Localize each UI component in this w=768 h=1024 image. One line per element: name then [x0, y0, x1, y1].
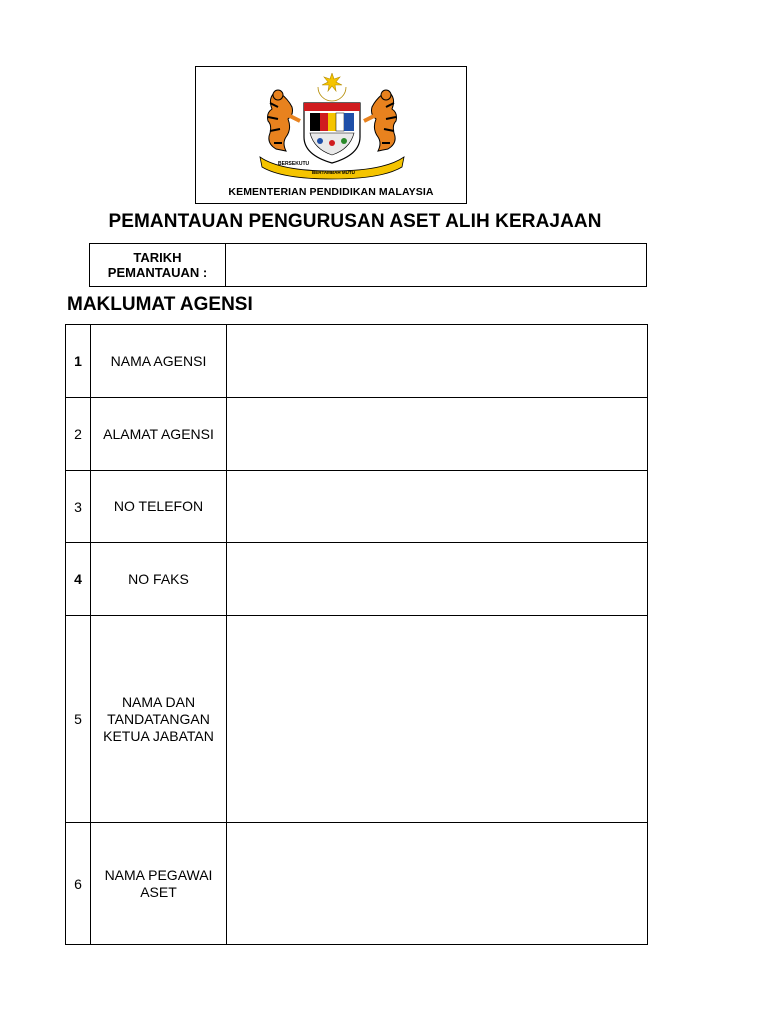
- agency-name-field[interactable]: [227, 325, 648, 398]
- monitoring-date-table: [89, 243, 647, 287]
- row-number: 5: [66, 616, 91, 823]
- label-line: NAMA PEGAWAI: [104, 866, 213, 883]
- left-tiger-icon: [268, 90, 301, 151]
- agency-info-table: [65, 324, 648, 945]
- row-label-fax: NO FAKS: [91, 543, 227, 616]
- motto-right: BERTAMBAH MUTU: [312, 170, 355, 175]
- ministry-name: KEMENTERIAN PENDIDIKAN MALAYSIA: [228, 186, 434, 198]
- row-label-head-of-department: [91, 616, 227, 823]
- motto-left: BERSEKUTU: [278, 161, 310, 167]
- row-label-asset-officer: [91, 823, 227, 945]
- row-label-phone: NO TELEFON: [91, 471, 227, 543]
- label-line: NAMA DAN: [121, 693, 196, 710]
- table-row: [66, 823, 648, 945]
- coat-of-arms-icon: [254, 73, 410, 183]
- table-row: [66, 543, 648, 616]
- date-label-line1: TARIKH: [133, 250, 182, 265]
- label-line: KETUA JABATAN: [103, 727, 214, 744]
- crescent-star-icon: [318, 73, 346, 101]
- row-label-agency-address: ALAMAT AGENSI: [91, 398, 227, 471]
- date-label-line2: PEMANTAUAN :: [107, 265, 208, 280]
- row-number: 6: [66, 823, 91, 945]
- row-number: 1: [66, 325, 91, 398]
- right-tiger-icon: [364, 90, 397, 151]
- agency-address-field[interactable]: [227, 398, 648, 471]
- row-number: 4: [66, 543, 91, 616]
- section-title: MAKLUMAT AGENSI: [67, 294, 253, 315]
- head-of-department-signature-field[interactable]: [227, 616, 648, 823]
- phone-field[interactable]: [227, 471, 648, 543]
- table-row: [66, 471, 648, 543]
- asset-officer-field[interactable]: [227, 823, 648, 945]
- label-line: TANDATANGAN: [107, 710, 210, 727]
- row-label-agency-name: NAMA AGENSI: [91, 325, 227, 398]
- row-number: 3: [66, 471, 91, 543]
- fax-field[interactable]: [227, 543, 648, 616]
- table-row: [66, 325, 648, 398]
- monitoring-date-field[interactable]: [226, 244, 646, 286]
- table-row: [66, 398, 648, 471]
- document-title: PEMANTAUAN PENGURUSAN ASET ALIH KERAJAAN: [108, 211, 602, 232]
- row-number: 2: [66, 398, 91, 471]
- shield-icon: [304, 103, 360, 163]
- table-row: [66, 616, 648, 823]
- label-line: ASET: [140, 883, 177, 900]
- ministry-logo-box: [195, 66, 467, 204]
- monitoring-date-label: [90, 244, 226, 286]
